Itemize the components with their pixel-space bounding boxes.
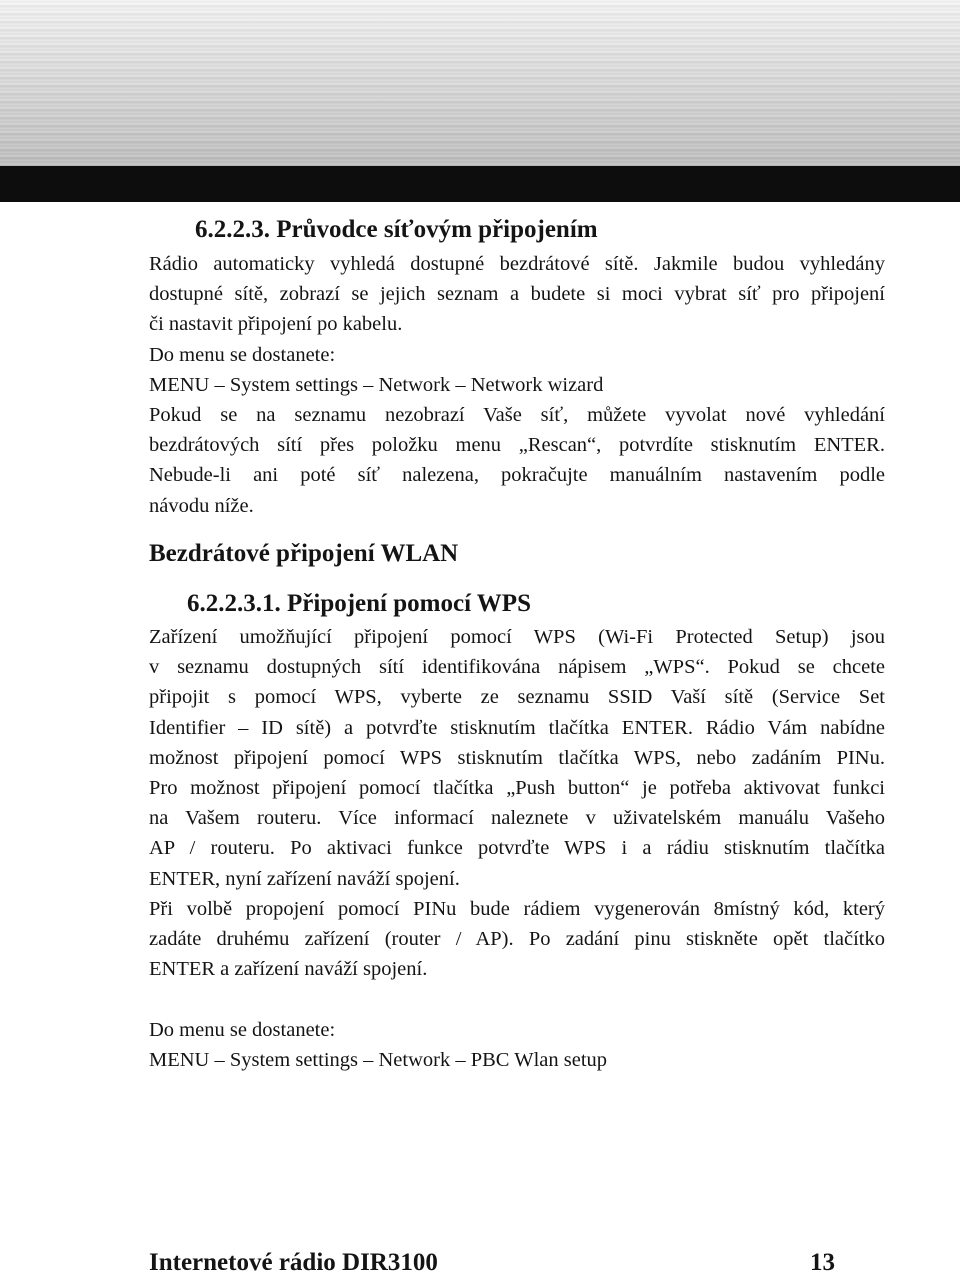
text-line: Identifier – ID sítě) a potvrďte stisknutím tlačítka ENTER. Rádio Vám nabídne [149, 716, 885, 739]
text-line: AP / routeru. Po aktivaci funkce potvrďte WPS i a rádiu stisknutím tlačítka [149, 837, 885, 860]
wps-paragraph [149, 622, 885, 984]
text-line: dostupné sítě, zobrazí se jejich seznam a budete si moci vybrat síť pro připojení [149, 283, 885, 306]
text-line: Rádio automaticky vyhledá dostupné bezdrátové sítě. Jakmile budou vyhledány [149, 253, 885, 275]
menu-path: MENU – System settings – Network – PBC Wlan setup [149, 1049, 608, 1072]
section-heading: 6.2.2.3. Průvodce síťovým připojením [195, 216, 598, 243]
wps-heading: 6.2.2.3.1. Připojení pomocí WPS [187, 590, 531, 617]
menu-intro: Do menu se dostanete: [149, 1019, 336, 1041]
text-line: připojit s pomocí WPS, vyberte ze seznamu SSID Vaší sítě (Service Set [149, 686, 885, 709]
footer-product-title: Internetové rádio DIR3100 [149, 1249, 438, 1276]
text-line: Při volbě propojení pomocí PINu bude rádiem vygenerován 8místný kód, který [149, 897, 885, 920]
text-line: či nastavit připojení po kabelu. [149, 313, 403, 336]
menu-intro: Do menu se dostanete: [149, 343, 336, 366]
wlan-heading: Bezdrátové připojení WLAN [149, 540, 459, 567]
page-header-bar [0, 166, 960, 202]
text-line: bezdrátových sítí přes položku menu „Rescan“, potvrdíte stisknutím ENTER. [149, 434, 885, 457]
menu-path: MENU – System settings – Network – Network wizard [149, 373, 604, 396]
footer-page-number: 13 [810, 1249, 835, 1276]
text-line: možnost připojení pomocí WPS stisknutím tlačítka WPS, nebo zadáním PINu. [149, 746, 885, 769]
page-header-band [0, 0, 960, 166]
text-line: na Vašem routeru. Více informací naleznete v uživatelském manuálu Vašeho [149, 807, 885, 830]
text-line: v seznamu dostupných sítí identifikována nápisem „WPS“. Pokud se chcete [149, 656, 885, 679]
text-line: Zařízení umožňující připojení pomocí WPS (Wi-Fi Protected Setup) jsou [149, 626, 885, 648]
text-line: Pro možnost připojení pomocí tlačítka „Push button“ je potřeba aktivovat funkci [149, 777, 885, 800]
text-line: Pokud se na seznamu nezobrazí Vaše síť, můžete vyvolat nové vyhledání [149, 404, 885, 427]
text-line: Nebude-li ani poté síť nalezena, pokračujte manuálním nastavením podle [149, 464, 885, 487]
wps-menu-block [149, 1015, 885, 1075]
text-line: ENTER, nyní zařízení naváží spojení. [149, 867, 460, 890]
text-line: návodu níže. [149, 494, 254, 517]
text-line: zadáte druhému zařízení (router / AP). Po zadání pinu stiskněte opět tlačítko [149, 928, 885, 951]
intro-paragraph [149, 249, 885, 521]
text-line: ENTER a zařízení naváží spojení. [149, 958, 428, 981]
